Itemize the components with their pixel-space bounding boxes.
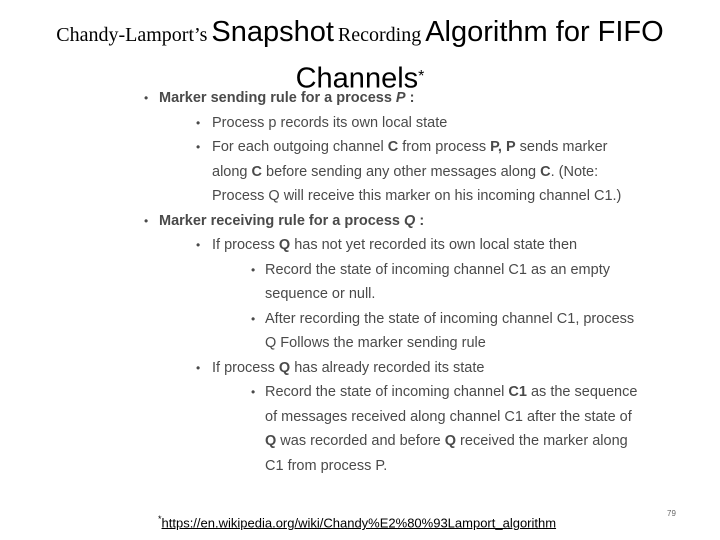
rule-receiving-label: Marker receiving rule for a process (159, 212, 400, 229)
item-text: received the marker along C1 from process P. (265, 433, 628, 474)
item-text: If process (212, 359, 279, 376)
list-item (193, 135, 640, 209)
item-bold: Q (278, 359, 291, 376)
item-bold: Q (265, 433, 277, 449)
footnote-mark: * (158, 514, 162, 524)
rule-sending-var: P (395, 90, 406, 106)
item-bold: C (387, 139, 399, 155)
bullet: • (251, 311, 256, 326)
item-text: before sending any other messages along (262, 163, 541, 180)
item-text: has not yet recorded its own local state then (290, 237, 578, 253)
bullet: • (144, 213, 149, 228)
item-text: has already recorded its state (290, 359, 485, 376)
rule-sending (140, 86, 640, 209)
bullet: • (251, 385, 256, 399)
item-text: Process p records its own local state (212, 114, 448, 131)
list-item (248, 307, 640, 356)
item-bold: C (540, 163, 551, 180)
title-part-channels: Channels (295, 62, 419, 95)
item-bold: P, P (490, 139, 516, 155)
rule-receiving (140, 209, 640, 479)
page-number: 79 (667, 509, 676, 518)
title-part-snapshot: Snapshot (211, 16, 334, 48)
list-item (248, 258, 640, 307)
title-footnote-mark: * (418, 68, 425, 85)
bullet: • (144, 91, 149, 105)
bullet: • (196, 360, 201, 375)
item-text: Record the state of incoming channel C1 as an empty sequence or null. (265, 261, 610, 302)
title-part-chandy-lamport: Chandy-Lamport’s (56, 24, 208, 46)
title-part-algorithm: Algorithm for FIFO (425, 16, 664, 48)
title-part-recording: Recording (337, 24, 422, 46)
item-text: After recording the state of incoming channel C1, process Q Follows the marker sending rule (265, 310, 635, 351)
slide-body (140, 86, 640, 478)
item-text: Record the state of incoming channel (265, 384, 509, 400)
item-bold: C1 (508, 384, 527, 400)
list-item (193, 356, 640, 479)
rule-receiving-colon: : (415, 212, 425, 229)
bullet: • (196, 115, 201, 130)
item-text: . (Note: Process Q will receive this marker on his incoming channel C1.) (212, 163, 622, 204)
item-text: as the sequence of messages received along channel C1 after the state of (265, 384, 638, 425)
item-bold: C (251, 163, 262, 180)
item-bold: Q (444, 433, 457, 449)
footnote (158, 514, 556, 530)
item-text: was recorded and before (276, 433, 445, 449)
bullet: • (196, 238, 201, 252)
rule-sending-colon: : (405, 90, 415, 106)
item-text: If process (212, 237, 279, 253)
rule-sending-label: Marker sending rule for a process (159, 90, 392, 106)
item-bold: Q (278, 237, 291, 253)
rule-receiving-var: Q (404, 212, 416, 229)
item-text: For each outgoing channel (212, 139, 388, 155)
item-text: from process (398, 139, 491, 155)
wikipedia-link[interactable]: https://en.wikipedia.org/wiki/Chandy%E2%80%93Lamport_algorithm (161, 515, 557, 531)
bullet: • (196, 140, 201, 154)
list-item (193, 233, 640, 356)
list-item (193, 111, 640, 136)
list-item (248, 380, 640, 478)
item-text: sends marker along (212, 139, 608, 180)
bullet: • (251, 262, 256, 277)
